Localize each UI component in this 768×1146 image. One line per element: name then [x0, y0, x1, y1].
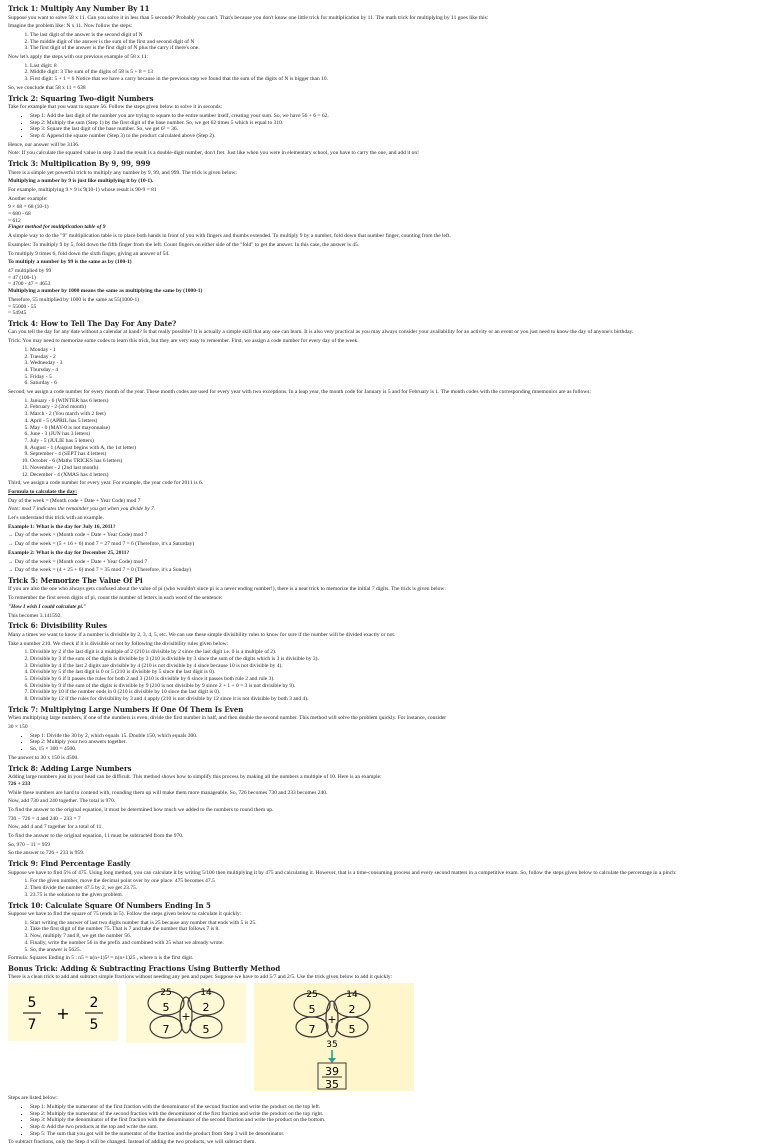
butterfly-step1 [126, 983, 246, 1043]
butterfly-plus: + [181, 1010, 191, 1024]
trick8-total: Now, add 730 and 240 together. The total is 970. [8, 798, 116, 805]
list-item: 5. Divisible by 6 if it passes the rules for both 2 and 3 (210 is divisible by 6 since it passes both rule 2 and rule 3). [30, 676, 760, 683]
trick10-formula: Formula: Squares Ending in 5 : n5 = n(n+1)5² = n(n+1)25 , where n is the first digit. [8, 955, 194, 962]
calc-line: = 612 [8, 217, 21, 224]
wing-a-numerator: 5 [162, 1001, 170, 1015]
trick9-intro: Suppose we have to find 5% of 475. Using long method, you can calculate it by writing 5/100 then multiplying it by 475 and calculating it. However, that is a time-consuming process and every second matters in a competitive exam. So, follow the steps given below to calculate the percentage in a pinch: [8, 869, 677, 876]
list-item: 4. April - 5 (APRIL has 5 letters) [30, 418, 760, 425]
trick2-note: Note: If you calculate the squared value in step 3 and the result is a double-digit number, don't fret. Just like when you were in elementary school, you have to carry the one, and add it on! [8, 150, 420, 157]
bonus-steps [8, 1104, 760, 1138]
fraction-problem-panel [8, 983, 118, 1041]
trick4-ex2-title: Example 2: What is the day for December 25, 2011? [8, 549, 130, 556]
trick10-intro: Suppose we have to find the square of 75 (ends in 5). Follow the steps given below to calculate it quickly: [8, 911, 242, 918]
list-item: 3. Now, multiply 7 and 8, we get the number 56. [30, 933, 760, 940]
trick2-intro: Take for example that you want to square 56. Follow the steps given below to solve it in seconds: [8, 104, 223, 111]
trick1-problem: Imagine the problem like: N x 11. Now follow the steps: [8, 23, 133, 30]
trick1-intro: Suppose you want to solve 58 x 11. Can you solve it in less than 5 seconds? Probably you can't. That's because you don't know one little trick for multiplication by 11. The math trick for multiplying by 11 goes like this: [8, 14, 489, 21]
trick9-title: Trick 9: Find Percentage Easily [8, 859, 131, 869]
bonus-steps-intro: Steps are listed below: [8, 1095, 58, 1102]
trick8-problem: 726 + 233 [8, 780, 31, 787]
butterfly-step2-panel [254, 983, 414, 1091]
trick5-quote: "How I wish I could calculate pi." [8, 603, 87, 610]
list-item: 1. January - 6 (WINTER has 6 letters) [30, 398, 760, 405]
trick1-title: Trick 1: Multiply Any Number By 11 [8, 4, 150, 13]
trick6-example: Take a number 210. We check if it is divisible or not by following the divisibility rules given below: [8, 640, 229, 647]
trick3-intro: There is a simple yet powerful trick to multiply any number by 9, 99, and 999. The trick is given below: [8, 169, 237, 176]
list-item: 3. 23.75 is the solution to the given problem. [30, 892, 760, 899]
butterfly-step2 [254, 983, 414, 1091]
trick8-title: Trick 8: Adding Large Numbers [8, 763, 132, 773]
calc-line: = 47 (100-1) [8, 274, 36, 281]
list-item: 4. Finally, write the number 56 in the prefix and combined with 25 what we already wrote. [30, 940, 760, 947]
wing-b-denominator: 5 [202, 1023, 210, 1037]
calc-line: = 680 - 68 [8, 211, 31, 218]
fraction-a-denominator: 7 [27, 1017, 37, 1034]
list-item: 2. Divisible by 3 if the sum of the digits is divisible by 3 (210 is divisible by 3 since the sum of the digits which is 3 is divisible by 3). [30, 656, 760, 663]
trick3-heading-1000: Multiplying a number by 1000 means the same as multiplying the same by (1000-1) [8, 288, 203, 295]
calc-line: 47 multiplied by 99 [8, 267, 52, 274]
list-item: 6. Saturday - 6 [30, 380, 760, 387]
trick10-steps [8, 920, 760, 954]
trick3-finger-text: A simple way to do the "9" multiplication table is to place both hands in front of you with fingers and thumbs extended. To multiply 9 by a number, fold down that number finger, counting from the left. [8, 233, 451, 240]
trick4-month-intro: Second, we assign a code number for every month of the year. These month codes are used for every year with two exceptions. In a leap year, the month code for January is 5 and for February is 1. The month codes with the corresponding mnemonics are as follows: [8, 389, 591, 396]
trick3-another: Another example: [8, 195, 48, 202]
trick3-lines-68 [8, 204, 760, 224]
trick1-conclusion: So, we conclude that 58 x 11 = 638 [8, 84, 86, 91]
list-item: 7. Divisible by 10 if the number ends in 0 (210 is divisible by 10 since the last digit is 0). [30, 689, 760, 696]
wing-a-denominator: 7 [308, 1023, 316, 1037]
trick8-subtract: To find the answer to the original equation, 11 must be subtracted from the 970. [8, 833, 184, 840]
trick1-example [8, 63, 760, 83]
list-item: 3. The first digit of the answer is the first digit of N plus the carry if there's one. [30, 45, 760, 52]
list-item: 3. Divisible by 4 if the last 2 digits are divisible by 4 (210 is not divisible by 4 since because 10 is not divisible by 4). [30, 663, 760, 670]
result-numerator: 39 [325, 1065, 339, 1079]
trick2-title: Trick 2: Squaring Two-digit Numbers [8, 93, 154, 103]
list-item: 2. Tuesday - 2 [30, 354, 760, 361]
trick5-result: This becomes 3.141592. [8, 612, 62, 619]
list-item: 1. Start writing the answer of last two digits number that is 25 because any number that ends with 5 is 25. [30, 920, 760, 927]
trick5-instruction: To remember the first seven digits of pi, count the number of letters in each word of the sentence: [8, 595, 223, 602]
list-item: 5. So, the answer is 5625. [30, 947, 760, 954]
fraction-b-denominator: 5 [89, 1017, 99, 1034]
trick5-intro: If you are also the one who always gets confused about the value of pi (who wouldn't since pi is a never ending number!), there is a neat trick to memorize the initial 7 digits. The trick is given below: [8, 586, 446, 593]
trick4-ex1-title: Example 1: What is the day for July 16, 2011? [8, 523, 116, 530]
calc-line: Therefore, 55 multiplied by 1000 is the same as 55(1000-1) [8, 296, 140, 303]
wing-b-numerator: 2 [202, 1001, 210, 1015]
list-item: 3. First digit: 5 + 1 = 6 Notice that we have a carry because in the previous step we found that the sum of the digits of N is bigger than 10. [30, 76, 760, 83]
trick8-sum-diffs: Now, add 4 and 7 together for a total of 11. [8, 824, 103, 831]
trick4-example-intro: Let's understand this trick with an example. [8, 515, 104, 522]
trick4-month-codes [8, 398, 760, 478]
trick8-intro [8, 774, 760, 787]
trick4-note: Note: mod 7 indicates the remainder you get when you divide by 7. [8, 506, 156, 513]
bonus-intro: There is a clean trick to add and subtract simple fractions without needing any pen and paper. Suppose we have to add 5/7 and 2/5. Use the trick given below to add it quickly: [8, 974, 393, 981]
calc-line: = 55000 - 55 [8, 303, 37, 310]
trick4-ex2-line2: → Day of the week = (4 + 25 + 6) mod 7 = 35 mod 7 = 0 (Therefore, it's a Sunday) [8, 567, 192, 574]
list-item: 1. Divisible by 2 if the last digit is a multiple of 2 (210 is divisible by 2 since the last digit i.e. 0 is a multiple of 2). [30, 649, 760, 656]
list-item: 8. August - 1 (August begins with A, the 1st letter) [30, 445, 760, 452]
list-item: 2. Middle digit: 3 The sum of the digits of 58 is 5 + 8 = 13 [30, 69, 760, 76]
trick1-apply: Now let's apply the steps with our previous example of 58 x 11: [8, 54, 149, 61]
trick10-title: Trick 10: Calculate Square Of Numbers Ending In 5 [8, 900, 211, 910]
trick2-answer: Hence, our answer will be 3136. [8, 141, 80, 148]
wing-b-numerator: 2 [348, 1003, 356, 1017]
trick3-heading-9: Multiplying a number by 9 is just like multiplying it by (10-1). [8, 178, 154, 185]
calc-line: 9 × 68 = 68 (10-1) [8, 204, 49, 211]
trick6-rules [8, 649, 760, 703]
trick7-title: Trick 7: Multiplying Large Numbers If One Of Them Is Even [8, 704, 244, 714]
trick3-finger-example2: To multiply 9 times 6, fold down the sixth finger, giving an answer of 54. [8, 250, 170, 257]
list-item: 1. Monday - 1 [30, 347, 760, 354]
list-item: 5. May - 0 (MAY-0 is not mayonnaise) [30, 425, 760, 432]
list-item: 2. February - 2 (2nd month) [30, 404, 760, 411]
wing-a-denominator: 7 [162, 1023, 170, 1037]
trick1-steps [8, 32, 760, 52]
list-item: ▪ Step 3: Multiply the denominator of the first fraction with the denominator of the second fraction and write the product on the bottom. [30, 1117, 760, 1124]
product-top-left: 25 [160, 988, 172, 999]
list-item: 9. September - 4 (SEPT has 4 letters) [30, 451, 760, 458]
trick7-problem: 30 × 150 [8, 724, 28, 731]
product-top-right: 14 [346, 990, 358, 1001]
product-bottom: 35 [326, 1040, 338, 1051]
list-item: ▪ Step 3: Square the last digit of the base number. So, we get 6² = 36. [30, 126, 760, 133]
fraction-b-numerator: 2 [89, 995, 99, 1012]
trick8-diffs: 730 − 726 = 4 and 240 − 233 = 7 [8, 815, 81, 822]
butterfly-step1-panel [126, 983, 246, 1043]
trick4-ex1-line1: → Day of the week = (Month code + Date + Year Code) mod 7 [8, 532, 148, 539]
trick4-ex2-line1: → Day of the week = (Month code + Date + Year Code) mod 7 [8, 558, 148, 565]
list-item: ▪ Step 2: Multiply the numerator of the second fraction with the denominator of the first fraction and write the product on the top right. [30, 1111, 760, 1118]
bonus-subtract-note: To subtract fractions, only the Step 4 will be changed. Instead of adding the two products, we will subtract them. [8, 1139, 256, 1146]
product-top-right: 14 [200, 988, 212, 999]
trick4-ex1-line2: → Day of the week = (5 + 16 + 6) mod 7 = 27 mod 7 = 6 (Therefore, it's a Saturday) [8, 541, 195, 548]
trick4-formula-title: Formula to calculate the day: [8, 488, 78, 495]
trick4-trick: Trick: You may need to memorize some codes to learn this trick, but they are very easy to remember. First, we assign a code number for every day of the week. [8, 338, 359, 345]
plus-sign: + [56, 1004, 70, 1024]
trick4-intro: Can you tell the day for any date without a calendar at hand? Is that really possible? It is actually a simple skill that any one can learn. It is also very practical as you may always consider your availability for an activity or an event or you just need to know the day of anyone's birthday. [8, 329, 634, 336]
list-item: 3. March - 2 (You march with 2 feet) [30, 411, 760, 418]
list-item: 2. Take the first digit of the number 75. That is 7 and take the number that follows 7 is 8. [30, 926, 760, 933]
trick7-steps [8, 733, 760, 753]
fraction-problem [8, 983, 118, 1041]
result-denominator: 35 [325, 1078, 339, 1092]
bonus-title: Bonus Trick: Adding & Subtracting Fractions Using Butterfly Method [8, 963, 281, 973]
trick4-title: Trick 4: How to Tell The Day For Any Date? [8, 318, 177, 328]
list-item: ▪ Step 1: Multiply the numerator of the first fraction with the denominator of the second fraction and write the product on the top left. [30, 1104, 760, 1111]
list-item: ▪ Step 4: Add the two products at the top and write the sum. [30, 1124, 760, 1131]
trick4-formula: Day of the week = (Month code + Date + Year Code) mod 7 [8, 497, 141, 504]
list-item: ▪ Step 1: Add the last digit of the number you are trying to square to the entire number itself, creating your sum. So, we have 56 + 6 = 62. [30, 113, 760, 120]
trick3-lines-1000 [8, 297, 760, 317]
list-item: 8. Divisible by 12 if the rules for divisibility by 3 and 4 apply (210 is not divisible by 12 since it is not divisible by both 3 and 4). [30, 696, 760, 703]
product-top-left: 25 [306, 990, 318, 1001]
trick8-round: While these numbers are hard to contend with, rounding them up will make them more manageable. So, 726 becomes 730 and 233 becomes 240. [8, 789, 328, 796]
list-item: 4. Thursday - 4 [30, 367, 760, 374]
butterfly-plus: + [327, 1013, 337, 1027]
calc-line: = 54945 [8, 310, 27, 317]
trick8-determine: To find the answer to the original equation, it must be determined how much we added to the numbers to round them up. [8, 806, 274, 813]
trick8-answer: So the answer to 726 + 233 is 959. [8, 850, 85, 857]
trick3-finger-example: Examples: To multiply 9 by 5, fold down the fifth finger from the left. Count fingers on either side of the "fold" to get the answer. In this case, the answer is 45. [8, 241, 360, 248]
trick9-steps [8, 878, 760, 898]
trick6-title: Trick 6: Divisibility Rules [8, 621, 108, 631]
wing-a-numerator: 5 [308, 1003, 316, 1017]
butterfly-figure [8, 983, 760, 1091]
list-item: 11. November - 2 (2nd last month) [30, 465, 760, 472]
list-item: 2. The middle digit of the answer is the sum of the first and second digit of N [30, 39, 760, 46]
list-item: 7. July - 5 (JULIE has 5 letters) [30, 438, 760, 445]
trick4-day-codes [8, 347, 760, 387]
trick7-answer: The answer to 30 x 150 is 4500. [8, 754, 79, 761]
list-item: ▪ So, 15 × 300 = 4500. [30, 746, 760, 753]
list-item: 4. Divisible by 5 if the last digit is 0 or 5 (210 is divisible by 5 since the last digit is 0). [30, 669, 760, 676]
trick3-example-9: For example, multiplying 9 × 9 is 9(10-1) whose result is 90-9 = 81 [8, 186, 157, 193]
list-item: ▪ Step 1: Divide the 30 by 2, which equals 15. Double 150, which equals 300. [30, 733, 760, 740]
list-item: 12. December - 4 (XMAS has 4 letters) [30, 472, 760, 479]
list-item: 1. For the given number, move the decimal point over by one place. 475 becomes 47.5 [30, 878, 760, 885]
trick3-lines-99 [8, 268, 760, 288]
list-item: 6. Divisible by 9 if the sum of the digits is divisible by 9 (210 is not divisible by 9 since 2 + 1 + 0 = 3 is not divisible by 9). [30, 683, 760, 690]
trick7-intro: When multiplying large numbers, if one of the numbers is even, divide the first number in half, and then double the second number. This method will solve the problem quickly. For instance, consider [8, 715, 447, 722]
fraction-a-numerator: 5 [27, 995, 37, 1012]
list-item: ▪ Step 2: Multiply your two answers together. [30, 739, 760, 746]
list-item: ▪ Step 5: The sum that you got will be the numerator of the fraction and the product from Step 3 will be denominator. [30, 1131, 760, 1138]
list-item: 2. Then divide the number 47.5 by 2, we get 23.75. [30, 885, 760, 892]
arrowhead-icon [328, 1058, 336, 1063]
trick6-intro: Many a times we want to know if a number is divisible by 2, 3, 4, 5, etc. We can use these simple divisibility rules to know for sure if the number will be divided exactly or not. [8, 631, 396, 638]
list-item: ▪ Step 2: Multiply the sum (Step 1) by the first digit of the base number. So, we get 62 times 5 which is equal to 310. [30, 120, 760, 127]
trick3-title: Trick 3: Multiplication By 9, 99, 999 [8, 159, 151, 169]
list-item: 1. Last digit: 8 [30, 63, 760, 70]
calc-line: = 4700 - 47 = 4653 [8, 281, 51, 288]
trick3-finger-heading: Finger method for multiplication table of 9 [8, 224, 106, 231]
list-item: 5. Friday - 5 [30, 374, 760, 381]
trick5-title: Trick 5: Memorize The Value Of Pi [8, 575, 143, 585]
trick4-year-code: Third, we assign a code number for every year. For example, the year code for 2011 is 6. [8, 480, 204, 487]
trick8-result: So, 970 − 11 = 959 [8, 841, 51, 848]
list-item: 1. The last digit of the answer is the second digit of N [30, 32, 760, 39]
trick3-heading-99: To multiply a number by 99 is the same as by (100-1) [8, 259, 132, 266]
list-item: 3. Wednesday - 3 [30, 360, 760, 367]
wing-b-denominator: 5 [348, 1023, 356, 1037]
list-item: 10. October - 6 (Maths TRICKS has 6 letters) [30, 458, 760, 465]
list-item: 6. June - 3 (JUN has 3 letters) [30, 431, 760, 438]
trick8-intro-text: Adding large numbers just in your head can be difficult. This method shows how to simplify this process by making all the numbers a multiple of 10. Here is an example: [8, 774, 382, 781]
trick2-steps [8, 113, 760, 140]
list-item: ▪ Step 4: Append the square number (Step 3) to the product calculated above (Step 2). [30, 133, 760, 140]
